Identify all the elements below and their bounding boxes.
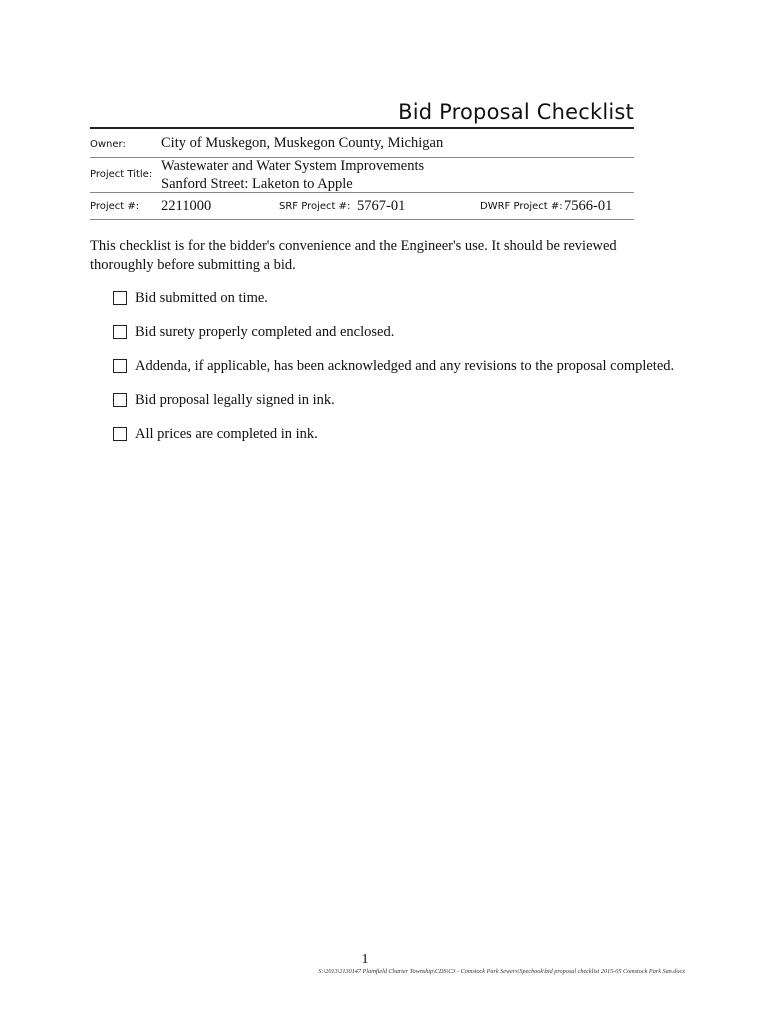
checklist-item: [113, 323, 394, 341]
checklist-item-label: Addenda, if applicable, has been acknowledged and any revisions to the proposal completed.: [135, 357, 675, 374]
footer-file-path: S:\2013\2130147 Plainfield Charter Township\CDS\C3 - Comstock Park Sewers\Specbook\bid proposal checklist 2015-05 Comstock Park San.docx: [318, 968, 685, 975]
checkbox[interactable]: [113, 359, 127, 373]
srf-project-value: 5767-01: [357, 198, 406, 214]
checklist-item-label: Bid submitted on time.: [135, 289, 268, 306]
checklist-item-label: All prices are completed in ink.: [135, 425, 318, 442]
checkbox[interactable]: [113, 427, 127, 441]
owner-value: City of Muskegon, Muskegon County, Michigan: [161, 135, 444, 151]
checkbox[interactable]: [113, 325, 127, 339]
project-number-rule: [90, 219, 634, 220]
project-title-line2: Sanford Street: Laketon to Apple: [161, 176, 353, 192]
dwrf-project-value: 7566-01: [564, 198, 613, 214]
title-rule: [90, 127, 634, 129]
dwrf-project-label: DWRF Project #:: [480, 201, 563, 212]
checklist-item-label: Bid proposal legally signed in ink.: [135, 391, 335, 408]
document-title: Bid Proposal Checklist: [398, 100, 634, 124]
project-title-label: Project Title:: [90, 169, 153, 180]
checklist-item: [113, 391, 335, 409]
project-number-label: Project #:: [90, 201, 140, 212]
intro-paragraph: This checklist is for the bidder's convenience and the Engineer's use. It should be reviewed thoroughly before submitting a bid.: [90, 238, 617, 273]
checkbox[interactable]: [113, 393, 127, 407]
checklist-item-label: Bid surety properly completed and enclosed.: [135, 323, 395, 340]
checkbox[interactable]: [113, 291, 127, 305]
page-number: 1: [361, 952, 369, 967]
checklist-item: [113, 357, 674, 375]
project-number-value: 2211000: [161, 198, 212, 214]
checklist-item: [113, 289, 268, 307]
project-title-rule: [90, 192, 634, 193]
srf-project-label: SRF Project #:: [279, 201, 351, 212]
project-title-line1: Wastewater and Water System Improvements: [161, 158, 425, 174]
owner-label: Owner:: [90, 139, 126, 150]
checklist-item: [113, 425, 318, 443]
